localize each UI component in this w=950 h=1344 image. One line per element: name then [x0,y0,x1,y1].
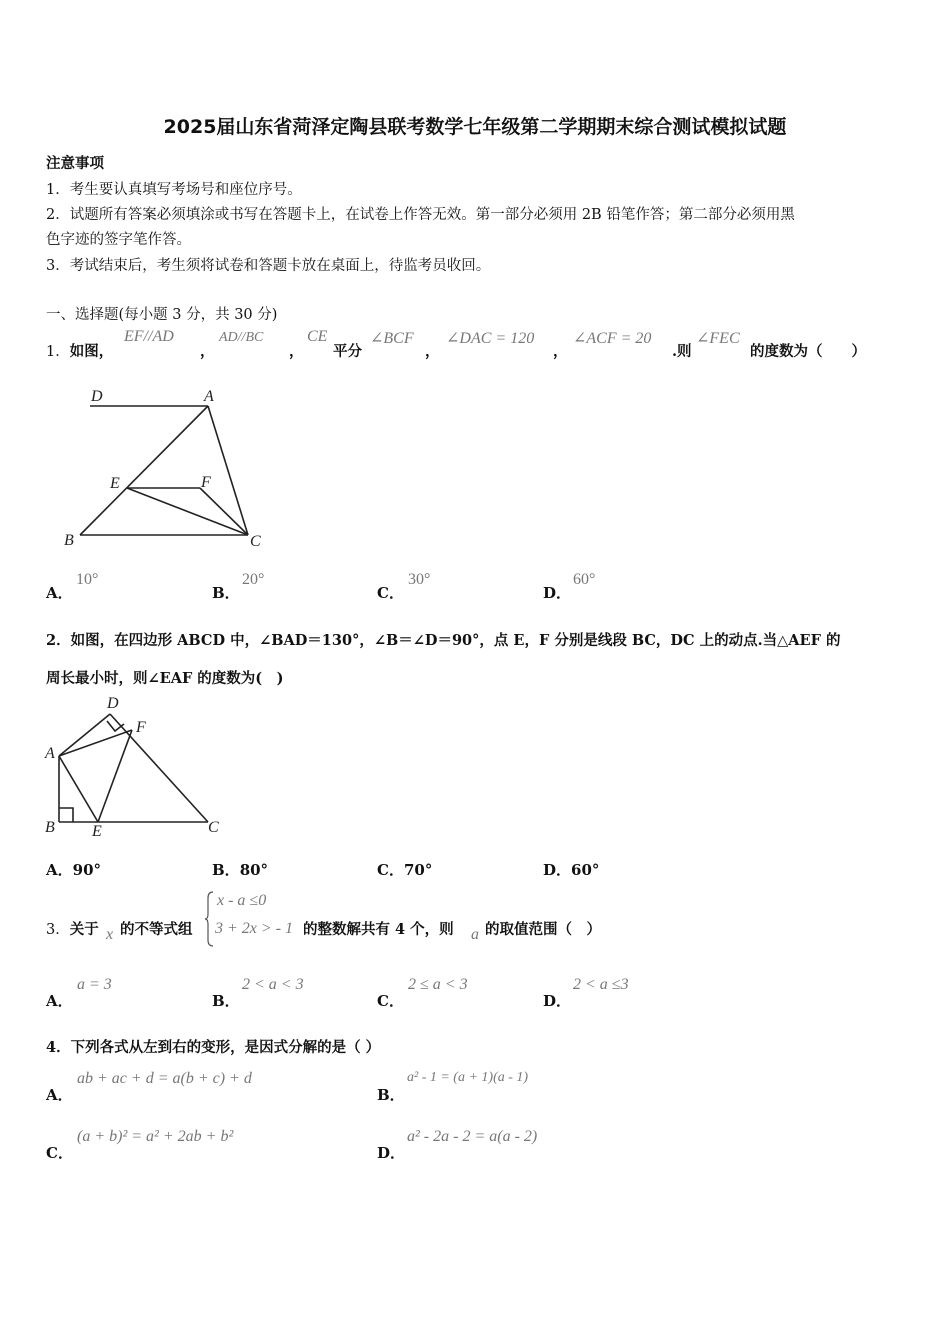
q1-option-d-label[interactable]: D． [543,584,572,602]
q2-option-b-label: B． [212,861,240,879]
label-B: B [45,819,55,836]
q3-var-a: a [471,926,479,943]
q3-option-a-value: a = 3 [77,976,112,993]
q2-option-d-label: D． [543,861,572,879]
line-AB [80,406,208,535]
q2-option-a[interactable] [46,859,101,880]
q4-option-a-label[interactable]: A． [46,1086,73,1104]
q2-option-d-value: 60° [571,861,600,879]
q1-option-a-value: 10° [76,571,99,588]
q2-stem-line-2: 周长最小时，则∠EAF 的度数为( ) [46,670,284,687]
q1-math-5: ∠DAC = 120 [446,330,535,347]
q3-option-a-label[interactable]: A． [46,992,73,1010]
q3-number: 3． [46,922,70,938]
q2-figure [40,690,240,840]
q4-stem: 4．下列各式从左到右的变形，是因式分解的是（ ） [46,1039,381,1056]
q3-var-x: x [106,926,114,943]
q4-option-c-label[interactable]: C． [46,1144,73,1162]
line-EF [98,730,132,822]
notice-item-1: 1．考生要认真填写考场号和座位序号。 [46,182,302,198]
notice-heading: 注意事项 [46,155,104,172]
q1-text-2: 平分 [333,343,362,360]
label-A: A [204,388,214,405]
label-D: D [91,388,103,405]
q1-math-1: EF//AD [124,328,174,345]
section-heading: 一、选择题(每小题 3 分，共 30 分) [46,307,278,323]
q1-comma: ， [200,343,215,360]
q1-math-2: AD//BC [219,330,264,345]
q3-system-brace [205,890,215,948]
q3-system-line-2: 3 + 2x > - 1 [215,920,294,937]
q3-text-2: 的不等式组 [120,921,193,938]
right-angle-D [107,721,124,731]
label-C: C [250,533,261,550]
q1-comma: ， [425,343,440,360]
q1-text-1: 如图， [69,343,114,360]
q1-math-6: ∠ACF = 20 [573,330,652,347]
q1-figure [55,380,285,560]
line-AF [59,730,132,756]
q2-figure-lines [59,714,208,822]
q3-text-1: 关于 [69,921,99,938]
label-E: E [92,823,102,840]
q1-option-c-label[interactable]: C． [377,584,404,602]
q3-option-d-value: 2 < a ≤3 [573,976,629,993]
q4-option-b-label[interactable]: B． [377,1086,405,1104]
q1-math-7: ∠FEC [696,330,740,347]
line-AE [59,756,98,822]
q3-option-c-value: 2 ≤ a < 3 [408,976,468,993]
q1-stem [46,340,113,361]
line-EC [127,488,248,535]
q2-option-c-label: C． [377,861,404,879]
brace-path [205,892,213,946]
q1-comma: ， [553,343,568,360]
q2-option-a-label: A． [46,861,73,879]
label-C: C [208,819,219,836]
q1-option-c-value: 30° [408,571,431,588]
q4-option-c-value: (a + b)² = a² + 2ab + b² [77,1128,234,1145]
q1-figure-lines [80,406,248,535]
q1-option-d-value: 60° [573,571,596,588]
notice-item-2: 2．试题所有答案必须填涂或书写在答题卡上，在试卷上作答无效。第一部分必须用 2B 铅笔作答；第二部分必须用黑 [46,207,795,223]
q1-math-3: CE [307,328,328,345]
q4-option-d-value: a² - 2a - 2 = a(a - 2) [407,1128,538,1145]
q2-option-b[interactable] [212,859,268,880]
label-A: A [45,745,55,762]
label-F: F [201,474,211,491]
notice-item-2-cont: 色字迹的签字笔作答。 [46,232,191,248]
right-angle-B [59,808,73,822]
q3-stem-start [46,918,99,939]
label-D: D [107,695,119,712]
q3-text-4: 的取值范围（ ） [485,921,601,938]
q1-option-b-value: 20° [242,571,265,588]
label-E: E [110,475,120,492]
line-AD [59,714,110,756]
q3-text-3: 的整数解共有 4 个，则 [303,921,454,938]
q3-system-line-1: x - a ≤0 [217,892,267,909]
q2-option-b-value: 80° [239,861,269,879]
q2-option-c[interactable] [377,859,432,880]
q1-math-4: ∠BCF [370,330,414,347]
q2-option-c-value: 70° [403,861,433,879]
q3-option-c-label[interactable]: C． [377,992,404,1010]
q1-text-4: 的度数为（ ） [750,343,866,360]
q1-number: 1． [46,344,70,360]
line-DC [110,714,208,822]
label-F: F [136,719,146,736]
label-B: B [64,532,74,549]
page-title: 2025届山东省菏泽定陶县联考数学七年级第二学期期末综合测试模拟试题 [163,116,787,138]
q2-option-d[interactable] [543,859,599,880]
q3-option-b-value: 2 < a < 3 [242,976,304,993]
q1-option-a-label[interactable]: A． [46,584,73,602]
q3-option-d-label[interactable]: D． [543,992,572,1010]
q4-option-a-value: ab + ac + d = a(b + c) + d [77,1070,252,1087]
q1-text-3: .则 [672,343,692,360]
q1-comma: ， [289,343,304,360]
q2-option-a-value: 90° [72,861,102,879]
q4-option-b-value: a² - 1 = (a + 1)(a - 1) [407,1070,529,1085]
q4-option-d-label[interactable]: D． [377,1144,406,1162]
q2-stem-line-1: 2．如图，在四边形 ABCD 中，∠BAD＝130°，∠B＝∠D＝90°，点 E，F 分别是线段 BC，DC 上的动点.当△AEF 的 [46,632,841,649]
notice-item-3: 3．考试结束后，考生须将试卷和答题卡放在桌面上，待监考员收回。 [46,258,491,274]
q1-option-b-label[interactable]: B． [212,584,240,602]
q3-option-b-label[interactable]: B． [212,992,240,1010]
